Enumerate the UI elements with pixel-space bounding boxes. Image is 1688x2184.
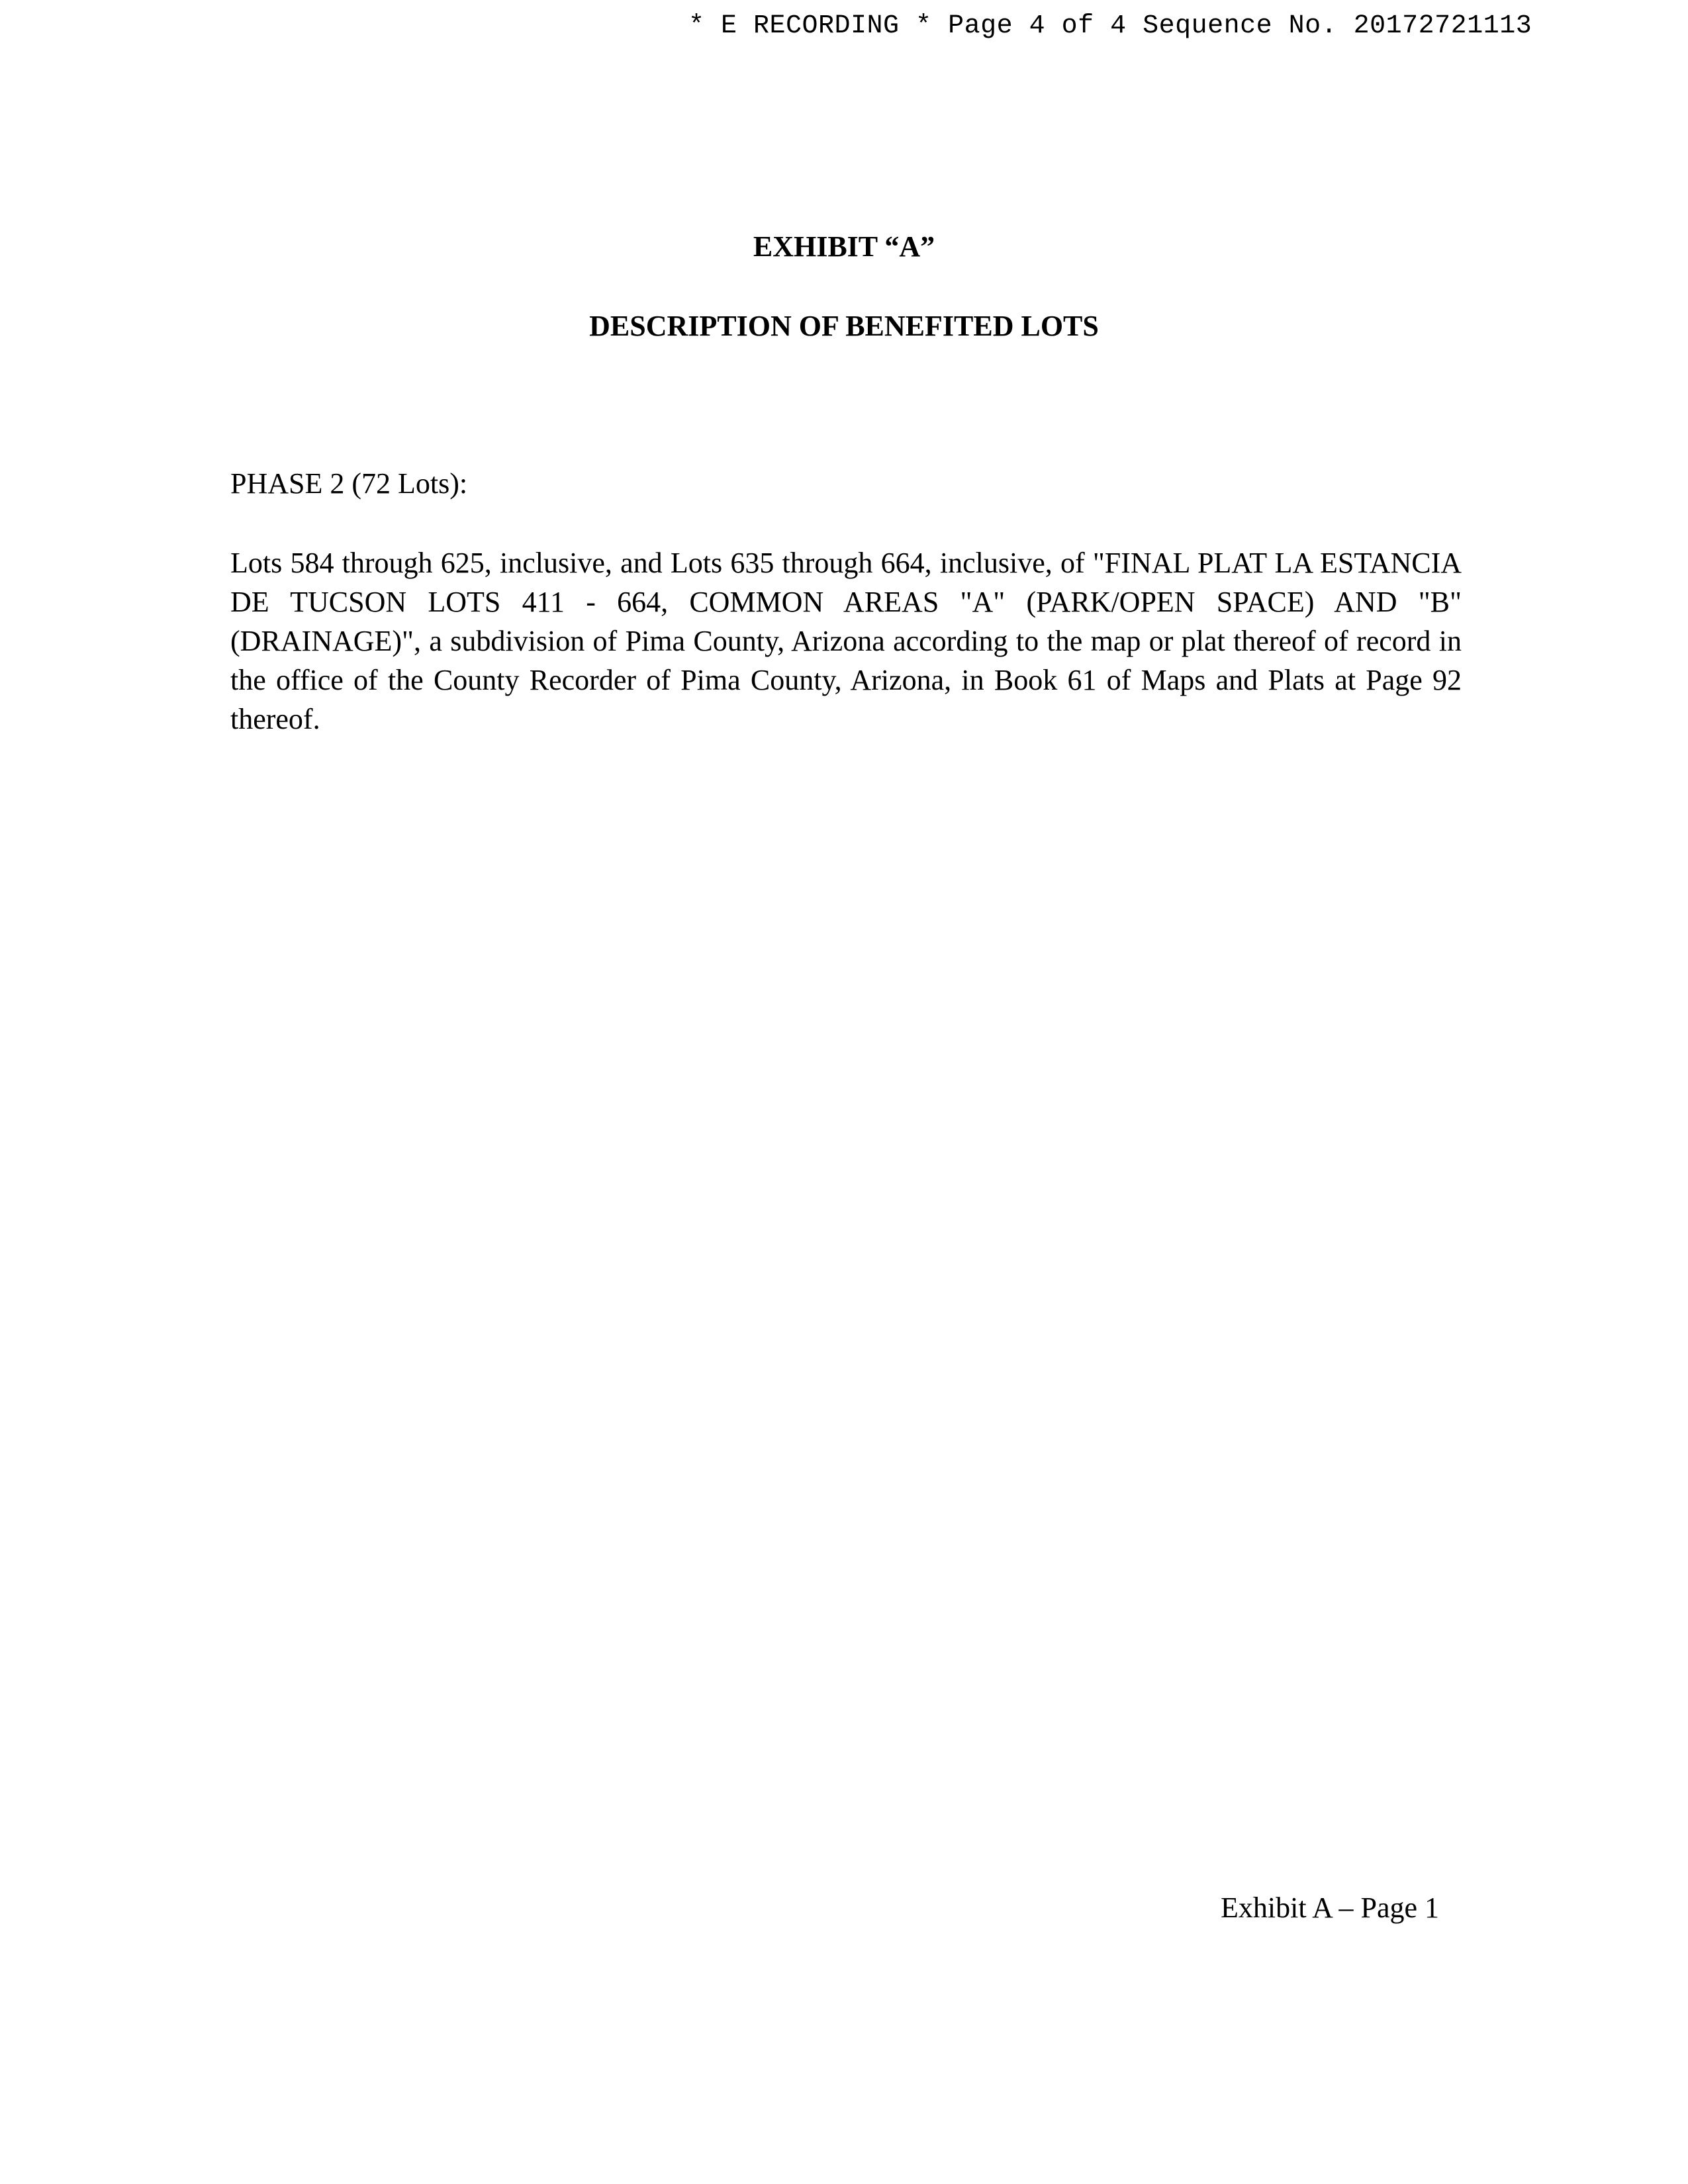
legal-description-paragraph: Lots 584 through 625, inclusive, and Lots 635 through 664, inclusive, of "FINAL PLAT LA ESTANCIA DE TUCSON LOTS 411 - 664, COMMON AREAS "A" (PARK/OPEN SPACE) AND "B" (DRAINAGE)", a subdivision of Pima County, Arizona according to the map or plat thereof of record in the office of the County Recorder of Pima County, Arizona, in Book 61 of Maps and Plats at Page 92 thereof.	[230, 547, 1462, 735]
recording-header: * E RECORDING * Page 4 of 4 Sequence No. 20172721113	[688, 11, 1532, 41]
phase-heading: PHASE 2 (72 Lots):	[230, 467, 468, 500]
page-footer: Exhibit A – Page 1	[1221, 1891, 1439, 1924]
exhibit-subtitle: DESCRIPTION OF BENEFITED LOTS	[589, 310, 1099, 342]
exhibit-title: EXHIBIT “A”	[753, 230, 935, 263]
